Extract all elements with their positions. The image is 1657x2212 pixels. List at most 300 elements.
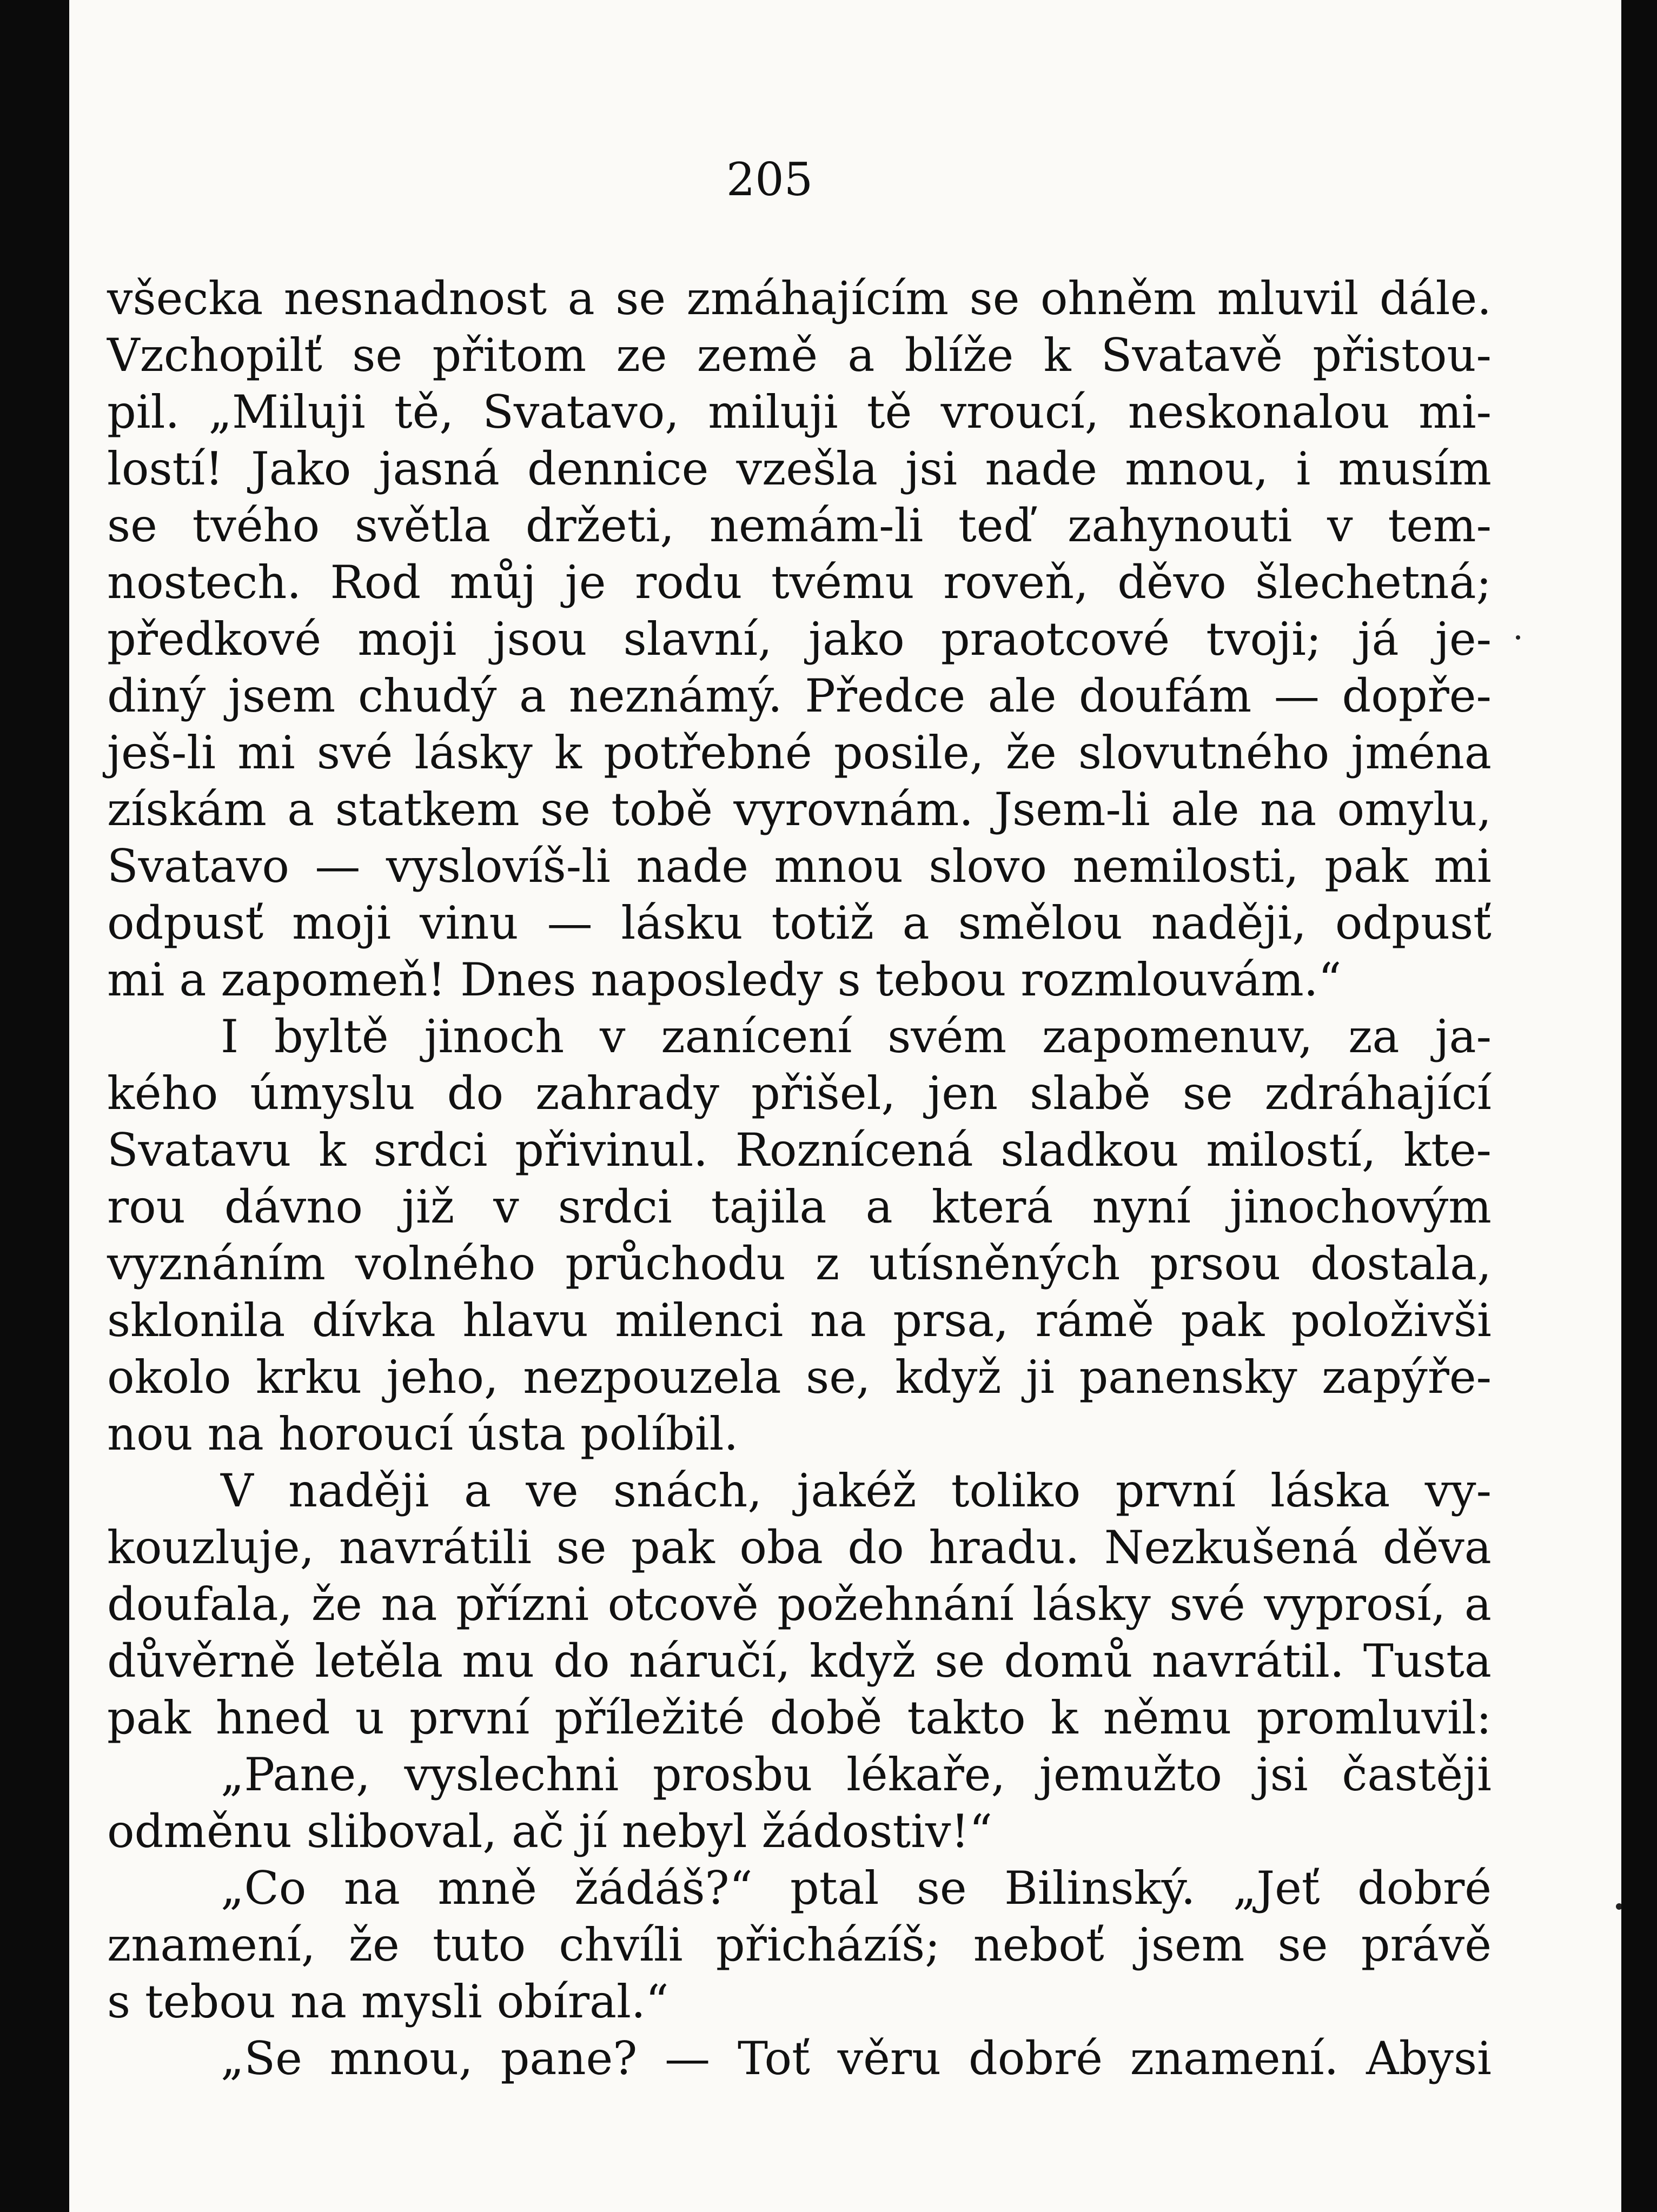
word: zapomenuv, xyxy=(1042,1010,1313,1063)
word: — xyxy=(315,840,361,893)
word: — xyxy=(1274,669,1320,722)
word: do xyxy=(447,1067,504,1120)
word: tvému xyxy=(771,556,914,609)
word: přízni xyxy=(456,1578,589,1631)
word: moji xyxy=(357,613,457,666)
word: rozmlouvám.“ xyxy=(1020,953,1342,1006)
word: blíže xyxy=(904,329,1014,382)
word: že xyxy=(1005,726,1057,779)
word: lásky xyxy=(1032,1578,1151,1631)
word: na xyxy=(1260,783,1317,836)
word: tajila xyxy=(711,1180,827,1233)
word: věru xyxy=(837,2032,942,2085)
word: zanícení xyxy=(661,1010,852,1063)
word: rou xyxy=(107,1180,185,1233)
ink-speck xyxy=(1516,635,1520,640)
text-line xyxy=(107,1122,1492,1179)
word: diný xyxy=(107,669,206,722)
word: dennice xyxy=(527,442,709,495)
word: zahynouti xyxy=(1068,499,1293,552)
word: Toť xyxy=(737,2032,810,2085)
text-line xyxy=(107,1974,1492,2030)
word: zdráhající xyxy=(1264,1067,1492,1120)
left-scan-edge xyxy=(0,0,69,2212)
word: dávno xyxy=(224,1180,363,1233)
word: ja- xyxy=(1435,1010,1492,1063)
word: a xyxy=(847,329,875,382)
word: mluvil xyxy=(1217,272,1359,325)
word: prsou xyxy=(1150,1237,1281,1290)
word: toliko xyxy=(951,1464,1081,1517)
text-line xyxy=(107,781,1492,838)
word: průchodu xyxy=(565,1237,786,1290)
word: mysli xyxy=(361,1975,482,2028)
word: němu xyxy=(1103,1691,1232,1744)
word: jemužto xyxy=(1039,1748,1222,1801)
word: panensky xyxy=(1079,1351,1297,1404)
word: volného xyxy=(355,1237,536,1290)
text-line xyxy=(107,1917,1492,1974)
word: — xyxy=(547,896,593,949)
word: je- xyxy=(1435,613,1492,666)
word: své xyxy=(316,726,393,779)
word: ohněm xyxy=(1040,272,1197,325)
page-number: 205 xyxy=(726,153,813,206)
word: musím xyxy=(1338,442,1492,495)
text-line xyxy=(107,1690,1492,1746)
word: mi xyxy=(237,726,295,779)
word: v xyxy=(600,1010,626,1063)
word: sliboval, xyxy=(306,1805,498,1858)
word: I xyxy=(221,1010,239,1063)
word: prsa, xyxy=(893,1294,1009,1347)
word: mnou xyxy=(774,840,903,893)
word: pak xyxy=(107,1691,191,1744)
word: Dnes xyxy=(460,953,576,1006)
word: na xyxy=(381,1578,438,1631)
word: slavní, xyxy=(623,613,772,666)
word: sladkou xyxy=(1000,1124,1179,1177)
word: Svatavo, xyxy=(482,386,680,439)
word: takto xyxy=(907,1691,1026,1744)
text-line xyxy=(107,1235,1492,1292)
word: jsem xyxy=(228,669,336,722)
word: dopře- xyxy=(1342,669,1492,722)
word: jsem xyxy=(1137,1918,1245,1971)
word: pak xyxy=(1181,1294,1265,1347)
word: za xyxy=(1348,1010,1400,1063)
word: se xyxy=(1182,1067,1233,1120)
word: já xyxy=(1357,613,1399,666)
word: vyprosí, xyxy=(1264,1578,1446,1631)
word: praotcové xyxy=(940,613,1170,666)
word: na xyxy=(810,1294,866,1347)
word: se xyxy=(107,499,157,552)
word: u xyxy=(355,1691,385,1744)
word: k xyxy=(554,726,582,779)
word: když xyxy=(895,1351,1002,1404)
text-line xyxy=(107,327,1492,384)
word: nade xyxy=(636,840,749,893)
text-line xyxy=(107,384,1492,441)
word: na xyxy=(290,1975,347,2028)
text-line xyxy=(107,1633,1492,1690)
word: tebou xyxy=(875,953,1006,1006)
word: jsou xyxy=(493,613,587,666)
word: milostí, xyxy=(1206,1124,1376,1177)
word: je xyxy=(565,556,606,609)
word: v xyxy=(493,1180,519,1233)
word: ale xyxy=(987,669,1057,722)
word: náručí, xyxy=(628,1635,791,1688)
word: omylu, xyxy=(1337,783,1492,836)
word: ješ-li xyxy=(107,726,216,779)
word: kého xyxy=(107,1067,218,1120)
text-line xyxy=(107,895,1492,952)
word: neboť xyxy=(973,1918,1104,1971)
word: se, xyxy=(806,1351,871,1404)
word: vy- xyxy=(1424,1464,1492,1517)
word: mu xyxy=(462,1635,535,1688)
word: se xyxy=(916,1862,967,1915)
word: navrátil. xyxy=(1151,1635,1344,1688)
word: když xyxy=(809,1635,916,1688)
word: V xyxy=(221,1464,254,1517)
word: své xyxy=(1169,1578,1245,1631)
word: tvoji; xyxy=(1206,613,1322,666)
word: nebyl xyxy=(621,1805,747,1858)
word: děva xyxy=(1382,1521,1492,1574)
word: jsi xyxy=(1256,1748,1308,1801)
word: dívka xyxy=(311,1294,436,1347)
word: navrátili xyxy=(339,1521,532,1574)
word: dále. xyxy=(1379,272,1492,325)
word: jako xyxy=(808,613,905,666)
word: požehnání xyxy=(777,1578,1014,1631)
word: srdci xyxy=(558,1180,672,1233)
word: teď xyxy=(958,499,1033,552)
word: statkem xyxy=(335,783,520,836)
word: vyznáním xyxy=(107,1237,326,1290)
word: jakéž xyxy=(797,1464,917,1517)
word: země xyxy=(697,329,818,382)
word: mi xyxy=(107,953,165,1006)
word: jinochovým xyxy=(1230,1180,1492,1233)
word: pil. xyxy=(107,386,180,439)
word: mi xyxy=(1434,840,1492,893)
word: Vzchopilť xyxy=(107,329,322,382)
word: se xyxy=(934,1635,985,1688)
word: a xyxy=(463,1464,492,1517)
word: moji xyxy=(292,896,392,949)
word: sklonila xyxy=(107,1294,286,1347)
word: „Co xyxy=(221,1862,307,1915)
word: rodu xyxy=(634,556,743,609)
word: tobě xyxy=(611,783,713,836)
word: přitom xyxy=(432,329,587,382)
word: hlavu xyxy=(462,1294,588,1347)
word: kte- xyxy=(1403,1124,1492,1177)
text-line xyxy=(107,1463,1492,1519)
word: smělou xyxy=(958,896,1123,949)
word: lásky xyxy=(414,726,533,779)
word: oba xyxy=(739,1521,823,1574)
word: z xyxy=(815,1237,840,1290)
word: s xyxy=(107,1975,131,2028)
word: neznámý. xyxy=(568,669,783,722)
word: tuto xyxy=(432,1918,526,1971)
word: rámě xyxy=(1035,1294,1155,1347)
word: jména xyxy=(1351,726,1492,779)
word: přicházíš; xyxy=(715,1918,940,1971)
word: hned xyxy=(215,1691,330,1744)
word: znamení, xyxy=(107,1918,316,1971)
word: odpusť xyxy=(107,896,264,949)
word: světla xyxy=(355,499,491,552)
word: pak xyxy=(1324,840,1408,893)
word: přivinul. xyxy=(515,1124,708,1177)
word: „Jeť xyxy=(1232,1862,1320,1915)
word: políbil. xyxy=(580,1407,739,1460)
word: Roznícená xyxy=(735,1124,973,1177)
word: naději, xyxy=(1151,896,1307,949)
word: častěji xyxy=(1342,1748,1492,1801)
text-line xyxy=(107,838,1492,895)
word: odpusť xyxy=(1335,896,1492,949)
word: vinu xyxy=(420,896,519,949)
word: právě xyxy=(1361,1918,1492,1971)
word: se xyxy=(352,329,403,382)
word: prosbu xyxy=(652,1748,813,1801)
word: tebou xyxy=(144,1975,276,2028)
word: že xyxy=(348,1918,400,1971)
text-line xyxy=(107,1803,1492,1860)
word: položivši xyxy=(1291,1294,1492,1347)
word: se xyxy=(1277,1918,1328,1971)
word: první xyxy=(409,1691,530,1744)
word: nemám-li xyxy=(709,499,924,552)
word: lostí! xyxy=(107,442,223,495)
word: a xyxy=(519,669,547,722)
word: která xyxy=(931,1180,1053,1233)
word: krku xyxy=(255,1351,362,1404)
word: ve xyxy=(526,1464,579,1517)
word: ze xyxy=(616,329,667,382)
text-line xyxy=(107,611,1492,668)
text-line xyxy=(107,1746,1492,1803)
word: tě, xyxy=(394,386,454,439)
word: a xyxy=(865,1180,893,1233)
text-line xyxy=(107,1519,1492,1576)
word: dostala, xyxy=(1310,1237,1492,1290)
word: úmyslu xyxy=(250,1067,415,1120)
word: zapýře- xyxy=(1322,1351,1492,1404)
word: i xyxy=(1296,442,1311,495)
word: nade xyxy=(985,442,1098,495)
word: Svatavo xyxy=(107,840,289,893)
text-line xyxy=(107,1349,1492,1406)
word: okolo xyxy=(107,1351,231,1404)
word: na xyxy=(343,1862,400,1915)
word: Abysi xyxy=(1366,2032,1492,2085)
word: době xyxy=(770,1691,883,1744)
word: zmáhajícím xyxy=(686,272,949,325)
word: se xyxy=(969,272,1020,325)
book-page xyxy=(69,0,1621,2212)
text-line xyxy=(107,1860,1492,1917)
text-line xyxy=(107,1292,1492,1349)
word: naději xyxy=(288,1464,429,1517)
word: mi- xyxy=(1419,386,1492,439)
text-line xyxy=(107,1179,1492,1235)
word: vzešla xyxy=(736,442,878,495)
word: všecka xyxy=(107,272,263,325)
word: příležité xyxy=(554,1691,745,1744)
word: dobré xyxy=(1357,1862,1492,1915)
word: a xyxy=(902,896,930,949)
word: neskonalou xyxy=(1128,386,1390,439)
word: vyrovnám. xyxy=(733,783,973,836)
word: získám xyxy=(107,783,267,836)
word: snách, xyxy=(613,1464,763,1517)
word: že xyxy=(311,1578,362,1631)
right-scan-edge xyxy=(1621,0,1657,2212)
word: vroucí, xyxy=(940,386,1099,439)
word: tvého xyxy=(192,499,320,552)
word: žádáš?“ xyxy=(574,1862,753,1915)
word: předkové xyxy=(107,613,322,666)
word: již xyxy=(401,1180,455,1233)
text-line xyxy=(107,270,1492,327)
text-line xyxy=(107,1406,1492,1463)
word: a xyxy=(567,272,595,325)
word: milenci xyxy=(615,1294,784,1347)
word: kouzluje, xyxy=(107,1521,315,1574)
word: horoucí xyxy=(278,1407,454,1460)
word: k xyxy=(319,1124,346,1177)
word: hradu. xyxy=(929,1521,1080,1574)
word: Svatavě xyxy=(1101,329,1283,382)
word: Nezkušená xyxy=(1104,1521,1358,1574)
word: šlechetná; xyxy=(1255,556,1492,609)
word: můj xyxy=(449,556,536,609)
word: vyslovíš-li xyxy=(386,840,611,893)
word: mnou, xyxy=(1125,442,1269,495)
text-line xyxy=(107,2030,1492,2087)
word: Rod xyxy=(330,556,421,609)
word: Tusta xyxy=(1363,1635,1492,1688)
word: odměnu xyxy=(107,1805,292,1858)
word: k xyxy=(1050,1691,1078,1744)
word: a xyxy=(1464,1578,1492,1631)
word: se xyxy=(615,272,666,325)
word: zapomeň! xyxy=(221,953,446,1006)
text-line xyxy=(107,441,1492,497)
word: posile, xyxy=(833,726,984,779)
word: ale xyxy=(1170,783,1240,836)
word: k xyxy=(1043,329,1071,382)
word: jeho, xyxy=(386,1351,499,1404)
word: ač xyxy=(511,1805,565,1858)
word: letěla xyxy=(315,1635,443,1688)
word: a xyxy=(179,953,207,1006)
word: nemilosti, xyxy=(1072,840,1299,893)
body-text xyxy=(107,270,1492,2087)
text-line xyxy=(107,1065,1492,1122)
word: roveň, xyxy=(943,556,1089,609)
word: lásku xyxy=(621,896,743,949)
word: Předce xyxy=(805,669,966,722)
text-line xyxy=(107,554,1492,611)
word: ústa xyxy=(468,1407,566,1460)
word: přišel, xyxy=(751,1067,896,1120)
word: byltě xyxy=(274,1010,389,1063)
word: mnou, xyxy=(329,2032,473,2085)
word: tě xyxy=(866,386,912,439)
word: svém xyxy=(887,1010,1007,1063)
word: žádostiv!“ xyxy=(761,1805,993,1858)
word: srdci xyxy=(373,1124,488,1177)
ink-speck xyxy=(1616,1903,1621,1910)
word: miluji xyxy=(708,386,838,439)
word: Bilinský. xyxy=(1004,1862,1196,1915)
word: „Se xyxy=(221,2032,302,2085)
text-line xyxy=(107,1008,1492,1065)
word: do xyxy=(553,1635,610,1688)
word: první xyxy=(1115,1464,1236,1517)
word: chvíli xyxy=(559,1918,683,1971)
text-line xyxy=(107,952,1492,1008)
word: jen xyxy=(927,1067,998,1120)
word: Svatavu xyxy=(107,1124,291,1177)
word: se xyxy=(540,783,591,836)
word: promluvil: xyxy=(1256,1691,1492,1744)
word: totiž xyxy=(771,896,874,949)
word: láska xyxy=(1270,1464,1390,1517)
word: do xyxy=(847,1521,904,1574)
text-line xyxy=(107,668,1492,725)
word: pane? xyxy=(500,2032,638,2085)
word: pak xyxy=(631,1521,715,1574)
word: doufala, xyxy=(107,1578,293,1631)
word: nou xyxy=(107,1407,193,1460)
word: Jako xyxy=(251,442,352,495)
word: a xyxy=(287,783,315,836)
word: otcově xyxy=(607,1578,759,1631)
word: ptal xyxy=(790,1862,879,1915)
word: ji xyxy=(1026,1351,1055,1404)
word: slovutného xyxy=(1078,726,1330,779)
word: jí xyxy=(578,1805,607,1858)
word: na xyxy=(207,1407,264,1460)
word: se xyxy=(556,1521,607,1574)
word: jsi xyxy=(905,442,958,495)
word: nostech. xyxy=(107,556,302,609)
word: v xyxy=(1327,499,1353,552)
text-line xyxy=(107,497,1492,554)
word: — xyxy=(665,2032,711,2085)
word: chudý xyxy=(357,669,497,722)
word: mně xyxy=(438,1862,537,1915)
word: nyní xyxy=(1092,1180,1191,1233)
word: tem- xyxy=(1388,499,1492,552)
word: naposledy xyxy=(591,953,823,1006)
word: přistou- xyxy=(1313,329,1492,382)
word: domů xyxy=(1004,1635,1133,1688)
word: děvo xyxy=(1117,556,1227,609)
word: držeti, xyxy=(525,499,675,552)
text-line xyxy=(107,1576,1492,1633)
